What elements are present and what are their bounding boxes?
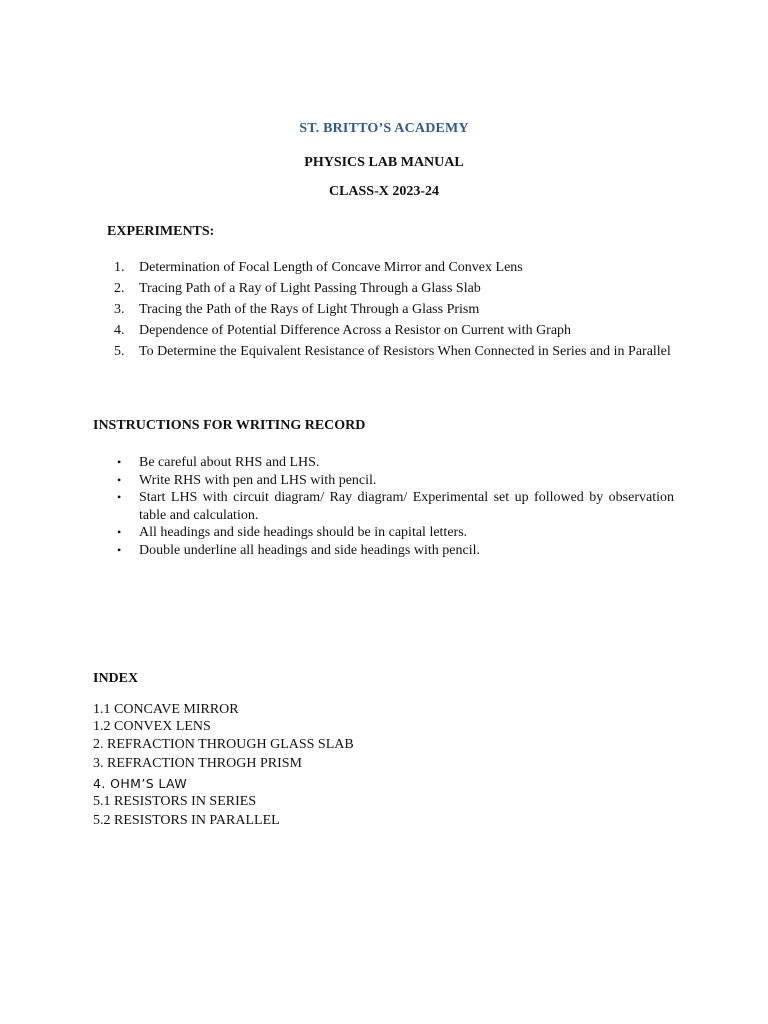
instruction-item [117, 489, 674, 524]
experiment-text: To Determine the Equivalent Resistance of Resistors When Connected in Series and in Parallel [139, 344, 671, 359]
class-year: CLASS-X 2023-24 [328, 184, 440, 199]
index-item: 3. REFRACTION THROGH PRISM [93, 756, 302, 771]
experiment-text: Dependence of Potential Difference Across a Resistor on Current with Graph [139, 323, 572, 338]
instruction-item [117, 524, 674, 542]
instructions-list [117, 454, 674, 559]
bullet-icon: • [117, 525, 122, 539]
experiment-item [114, 322, 679, 339]
index-item: 5.2 RESISTORS IN PARALLEL [93, 813, 280, 828]
instruction-text: Be careful about RHS and LHS. [139, 455, 320, 470]
experiment-number: 4. [114, 323, 125, 338]
instruction-text: Start LHS with circuit diagram/ Ray diagram/ Experimental set up followed by observation table and calculation. [139, 490, 674, 523]
instruction-text: All headings and side headings should be in capital letters. [139, 525, 468, 540]
school-name: ST. BRITTO’S ACADEMY [299, 121, 469, 136]
experiment-item [114, 301, 679, 318]
instruction-item [117, 454, 674, 472]
experiment-text: Tracing Path of a Ray of Light Passing Through a Glass Slab [139, 281, 481, 296]
bullet-icon: • [117, 542, 122, 557]
experiments-list [114, 259, 679, 364]
bullet-icon: • [117, 455, 122, 469]
instruction-item [117, 542, 674, 560]
index-item: 4. OHM’S LAW [93, 776, 188, 791]
experiment-text: Determination of Focal Length of Concave Mirror and Convex Lens [139, 260, 523, 275]
instruction-item [117, 472, 674, 490]
index-item: 1.2 CONVEX LENS [93, 719, 211, 734]
instructions-heading: INSTRUCTIONS FOR WRITING RECORD [93, 418, 366, 433]
bullet-icon: • [117, 472, 122, 487]
experiment-number: 1. [114, 260, 125, 275]
instruction-text: Write RHS with pen and LHS with pencil. [139, 472, 377, 488]
experiment-item [114, 280, 679, 297]
experiment-number: 2. [114, 281, 125, 296]
experiment-item [114, 259, 679, 276]
index-item: 5.1 RESISTORS IN SERIES [93, 794, 257, 809]
bullet-icon: • [117, 490, 122, 504]
experiment-item [114, 343, 679, 360]
index-heading: INDEX [93, 671, 139, 686]
index-item: 1.1 CONCAVE MIRROR [93, 702, 239, 717]
experiment-number: 5. [114, 344, 125, 359]
experiment-number: 3. [114, 302, 125, 317]
index-item: 2. REFRACTION THROUGH GLASS SLAB [93, 737, 354, 752]
experiments-heading: EXPERIMENTS: [107, 224, 215, 239]
manual-title: PHYSICS LAB MANUAL [304, 155, 464, 170]
instruction-text: Double underline all headings and side headings with pencil. [139, 542, 480, 558]
experiment-text: Tracing the Path of the Rays of Light Through a Glass Prism [139, 302, 480, 317]
